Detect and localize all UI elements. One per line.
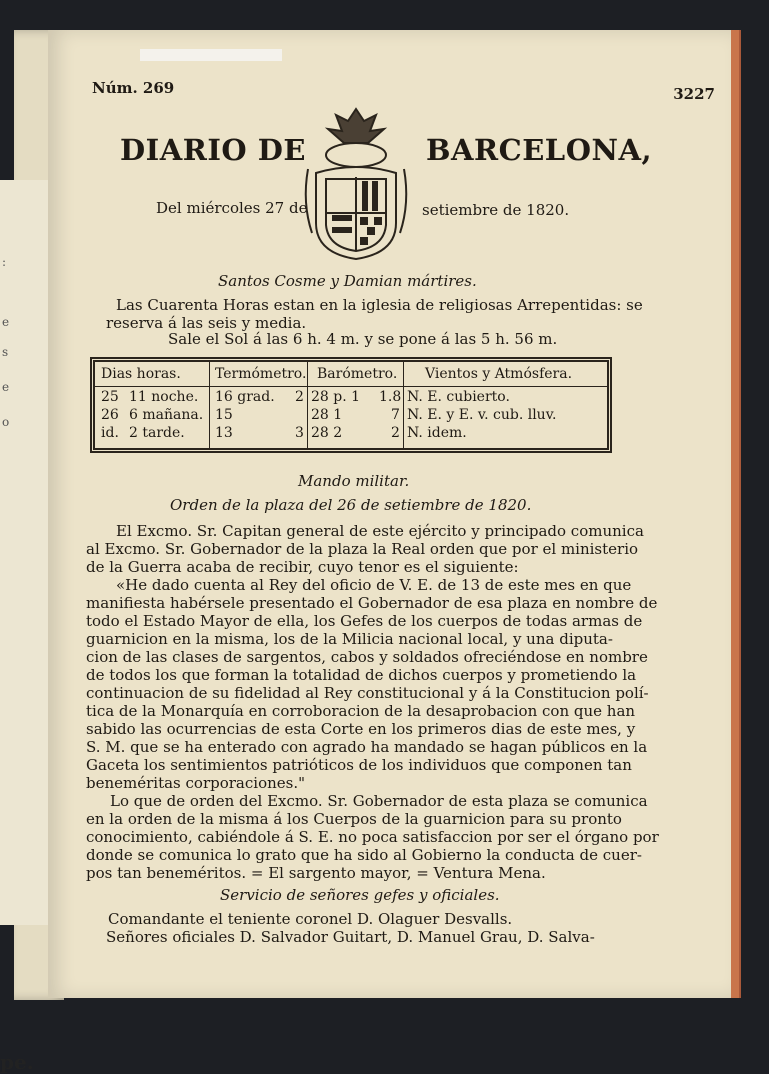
- row3-hour: 2 tarde.: [129, 425, 185, 441]
- body-line: S. M. que se ha enterado con agrado ha mandado se hagan públicos en la: [86, 738, 648, 756]
- body-line: de la Guerra acaba de recibir, cuyo tenor es el siguiente:: [86, 558, 519, 576]
- body-line: tica de la Monarquía en corroboracion de la desaprobacion con que han: [86, 702, 636, 720]
- row3-day: id.: [101, 425, 119, 441]
- row2-baro: 28 1: [311, 407, 343, 423]
- body-line: donde se comunica lo grato que ha sido al Gobierno la conducta de cuer-: [86, 846, 642, 864]
- row3-baro: 28 2: [311, 425, 343, 441]
- issue-number: Núm. 269: [92, 79, 175, 97]
- row2-hour: 6 mañana.: [129, 407, 204, 423]
- coat-of-arms-icon: [298, 103, 414, 263]
- body-line: guarnicion en la misma, los de la Milicia nacional local, y una diputa-: [86, 630, 613, 648]
- body-line: Gaceta los sentimientos patrióticos de los individuos que componen tan: [86, 756, 632, 774]
- col-header-thermometer: Termómetro.: [215, 366, 307, 382]
- body-line: manifiesta habérsele presentado el Gobernador de esa plaza en nombre de: [86, 594, 658, 612]
- body-line: sabido las ocurrencias de esta Corte en los primeros dias de este mes, y: [86, 720, 636, 738]
- row1-baro: 28 p. 1: [311, 389, 361, 405]
- row1-baro-lines: 1.8: [379, 389, 402, 405]
- service-line-2: Señores oficiales D. Salvador Guitart, D. Manuel Grau, D. Salva-: [106, 928, 595, 946]
- date-left: Del miércoles 27 de: [156, 199, 308, 217]
- row1-temp: 16 grad.: [215, 389, 275, 405]
- forty-hours-line-2: reserva á las seis y media.: [106, 314, 307, 332]
- body-line: cion de las clases de sargentos, cabos y soldados ofreciéndose en nombre: [86, 648, 648, 666]
- date-right: setiembre de 1820.: [422, 201, 570, 219]
- sunrise-sunset: Sale el Sol á las 6 h. 4 m. y se pone á las 5 h. 56 m.: [168, 330, 558, 348]
- military-heading: Mando militar.: [298, 472, 410, 490]
- col-header-barometer: Barómetro.: [317, 366, 398, 382]
- row1-temp-frac: 2: [295, 389, 304, 405]
- body-line: El Excmo. Sr. Capitan general de este ejército y principado comunica: [116, 522, 644, 540]
- service-line-1: Comandante el teniente coronel D. Olaguer Desvalls.: [108, 910, 513, 928]
- weather-table: [90, 357, 612, 453]
- body-line: pos tan beneméritos. = El sargento mayor, = Ventura Mena.: [86, 864, 546, 882]
- body-line: de todos los que forman la totalidad de dichos cuerpos y prometiendo la: [86, 666, 637, 684]
- row1-wind: N. E. cubierto.: [407, 389, 510, 405]
- body-line: continuacion de su fidelidad al Rey constitucional y á la Constitucion polí-: [86, 684, 649, 702]
- body-line: Lo que de orden del Excmo. Sr. Gobernador de esta plaza se comunica: [110, 792, 648, 810]
- row2-day: 26: [101, 407, 119, 423]
- order-heading: Orden de la plaza del 26 de setiembre de 1820.: [170, 496, 532, 514]
- newspaper-page: [48, 30, 739, 998]
- row2-temp: 15: [215, 407, 233, 423]
- col-header-winds: Vientos y Atmósfera.: [425, 366, 573, 382]
- inserted-sheet-edge: : e s e o pe.: [0, 180, 60, 925]
- masthead-right: BARCELONA,: [426, 133, 653, 167]
- body-line: «He dado cuenta al Rey del oficio de V. E. de 13 de este mes en que: [116, 576, 632, 594]
- body-line: al Excmo. Sr. Gobernador de la plaza la Real orden que por el ministerio: [86, 540, 639, 558]
- row3-baro-lines: 2: [391, 425, 400, 441]
- page-number: 3227: [673, 85, 715, 103]
- body-line: en la orden de la misma á los Cuerpos de la guarnicion para su pronto: [86, 810, 622, 828]
- masthead-left: DIARIO DE: [120, 133, 306, 167]
- row1-day: 25: [101, 389, 119, 405]
- forty-hours-line-1: Las Cuarenta Horas estan en la iglesia de religiosas Arrepentidas: se: [116, 296, 643, 314]
- saints-of-day: Santos Cosme y Damian mártires.: [218, 272, 477, 290]
- paper-tab: [140, 49, 282, 61]
- row3-temp: 13: [215, 425, 233, 441]
- row1-hour: 11 noche.: [129, 389, 199, 405]
- col-header-days: Dias horas.: [101, 366, 181, 382]
- row3-temp-frac: 3: [295, 425, 304, 441]
- body-line: conocimiento, cabiéndole á S. E. no poca satisfaccion por ser el órgano por: [86, 828, 659, 846]
- row3-wind: N. idem.: [407, 425, 467, 441]
- body-line: beneméritas corporaciones.": [86, 774, 306, 792]
- row2-baro-lines: 7: [391, 407, 400, 423]
- row2-wind: N. E. y E. v. cub. lluv.: [407, 407, 557, 423]
- inserted-sheet-fragment: pe.: [0, 1050, 34, 1074]
- body-line: todo el Estado Mayor de ella, los Gefes de los cuerpos de todas armas de: [86, 612, 643, 630]
- service-heading: Servicio de señores gefes y oficiales.: [220, 886, 500, 904]
